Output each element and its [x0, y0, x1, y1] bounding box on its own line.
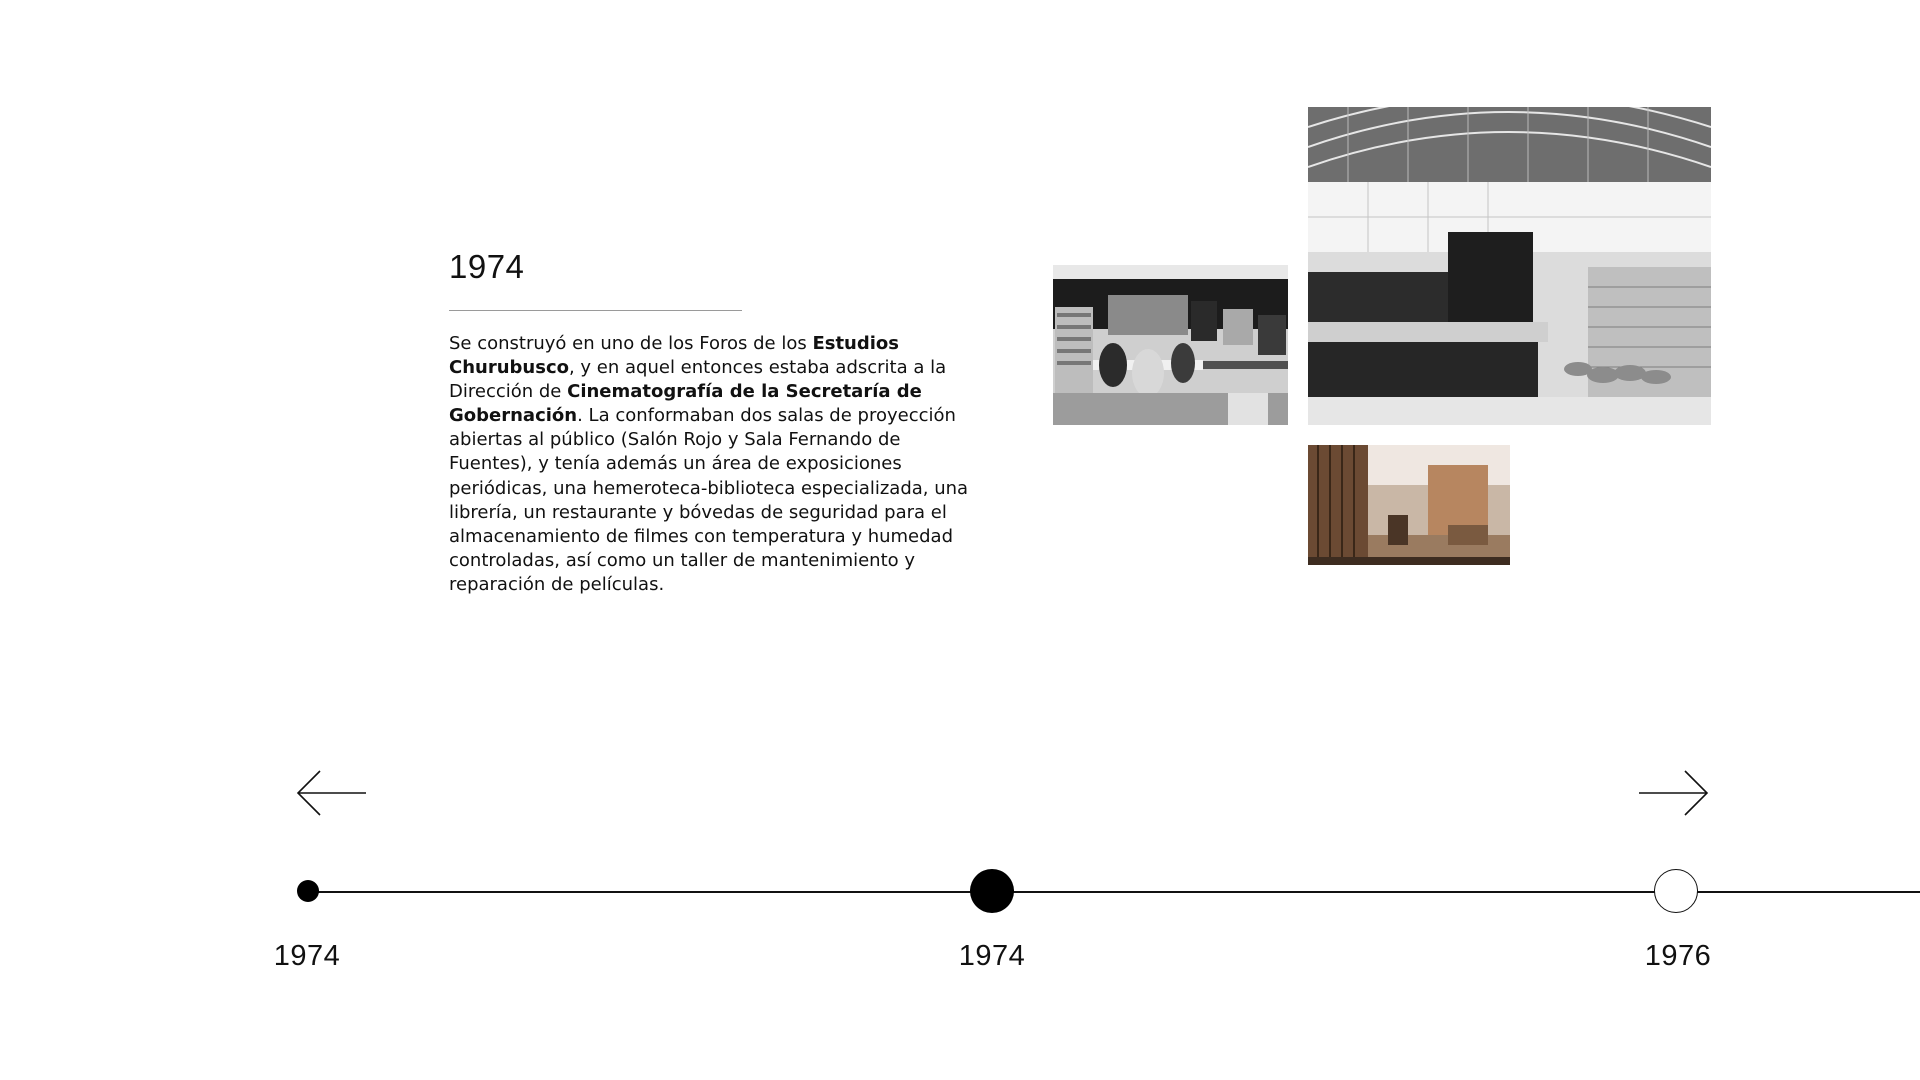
timeline-label[interactable]: 1974	[273, 940, 341, 972]
entry-bold-text: Cinematografía de la Secretaría de Gobernación	[449, 381, 922, 427]
arrow-right-icon	[1637, 770, 1709, 816]
entry-year-heading: 1974	[449, 248, 525, 285]
entry-paragraph	[449, 332, 979, 597]
timeline-point-upcoming[interactable]	[1654, 869, 1698, 913]
entry-text: Se construyó en uno de los Foros de los	[449, 333, 813, 354]
entry-text: . La conformaban dos salas de proyección abiertas al público (Salón Rojo y Sala Fernando de Fuentes), y tenía además un área de exposiciones periódicas, una hemeroteca-biblioteca especializada, una librería, un restaurante y bóvedas de seguridad para el almacenamiento de filmes con temperatura y humedad controladas, así como un taller de mantenimiento y reparación de películas.	[449, 405, 969, 595]
timeline-point-past[interactable]	[297, 880, 319, 902]
heading-divider	[449, 310, 742, 311]
timeline-label[interactable]: 1976	[1644, 940, 1712, 972]
photo-film-vault-hall	[1308, 107, 1711, 425]
photo-reading-room	[1053, 265, 1288, 425]
entry-bold-text: Estudios Churubusco	[449, 333, 900, 379]
timeline-entry	[449, 244, 989, 597]
entry-text: , y en aquel entonces estaba adscrita a la Dirección de	[449, 357, 947, 403]
timeline-label[interactable]: 1974	[958, 940, 1026, 972]
photo-building-interior	[1308, 445, 1510, 565]
next-button[interactable]	[1637, 770, 1709, 816]
timeline-point-active[interactable]	[970, 869, 1014, 913]
arrow-left-icon	[296, 770, 368, 816]
previous-button[interactable]	[296, 770, 368, 816]
entry-description	[449, 332, 979, 597]
